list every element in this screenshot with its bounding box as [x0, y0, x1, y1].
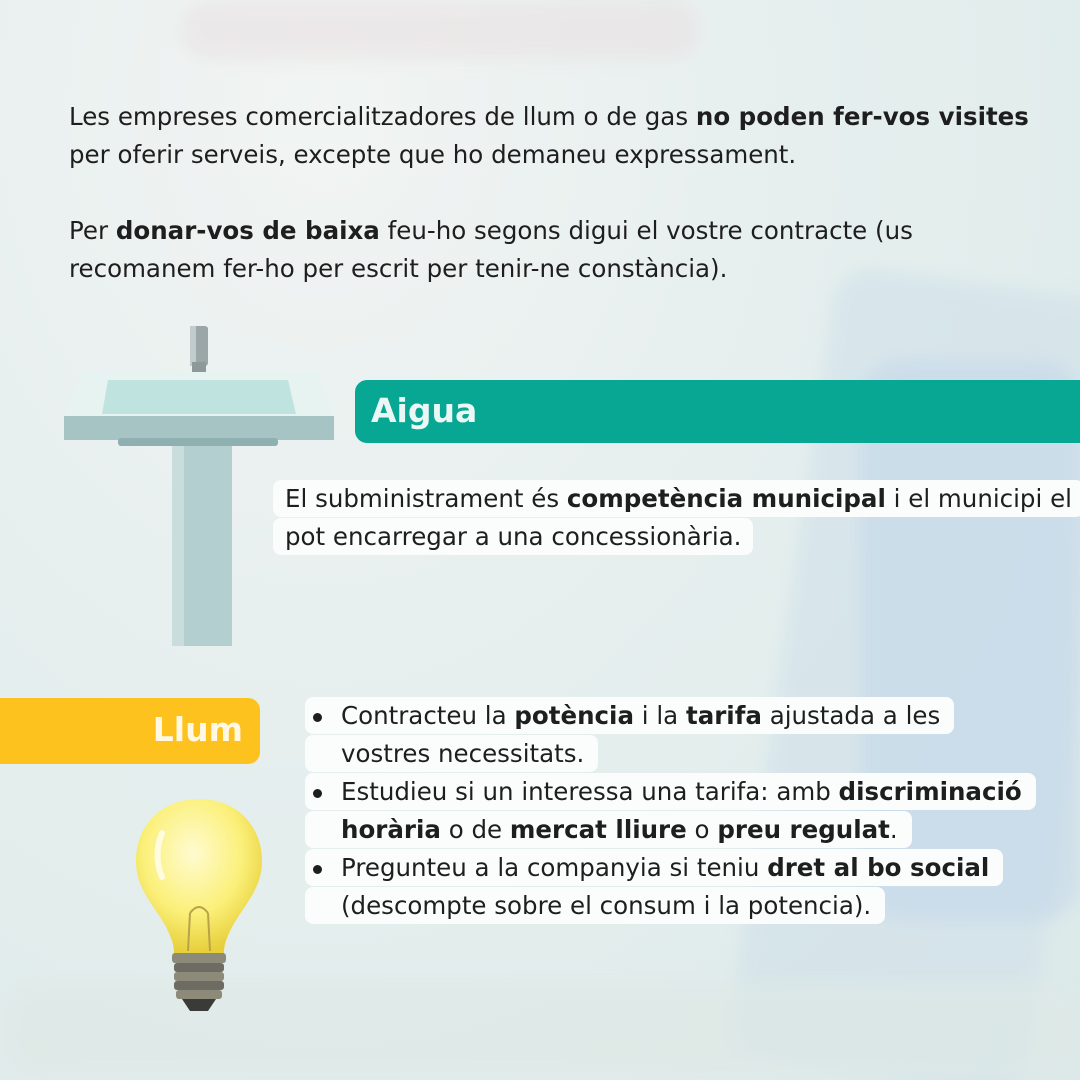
intro-paragraph-cancel: Per donar-vos de baixa feu-ho segons digui el vostre contracte (us recomanem fer-ho per escrit per tenir-ne constància).	[69, 216, 913, 283]
list-item: Contracteu la potència i la tarifa ajustada a les vostres necessitats.	[305, 697, 1035, 773]
intro-paragraph-visits: Les empreses comercialitzadores de llum o de gas no poden fer-vos visites per oferir serveis, excepte que ho demaneu expressament.	[69, 102, 1029, 169]
list-item: Pregunteu a la companyia si teniu dret al bo social (descompte sobre el consum i la potencia).	[305, 849, 1035, 925]
aigua-title: Aigua	[371, 391, 478, 430]
list-item: Estudieu si un interessa una tarifa: amb discriminació horària o de mercat lliure o preu regulat.	[305, 773, 1035, 849]
llum-header	[0, 698, 260, 764]
light-bulb-icon	[132, 793, 266, 1015]
intro-text	[69, 98, 1029, 288]
aigua-header	[355, 380, 1080, 443]
llum-title: Llum	[152, 710, 243, 749]
aigua-description: El subministrament és competència municipal i el municipi el pot encarregar a una concessionària.	[273, 480, 1080, 556]
llum-list	[305, 697, 1035, 925]
